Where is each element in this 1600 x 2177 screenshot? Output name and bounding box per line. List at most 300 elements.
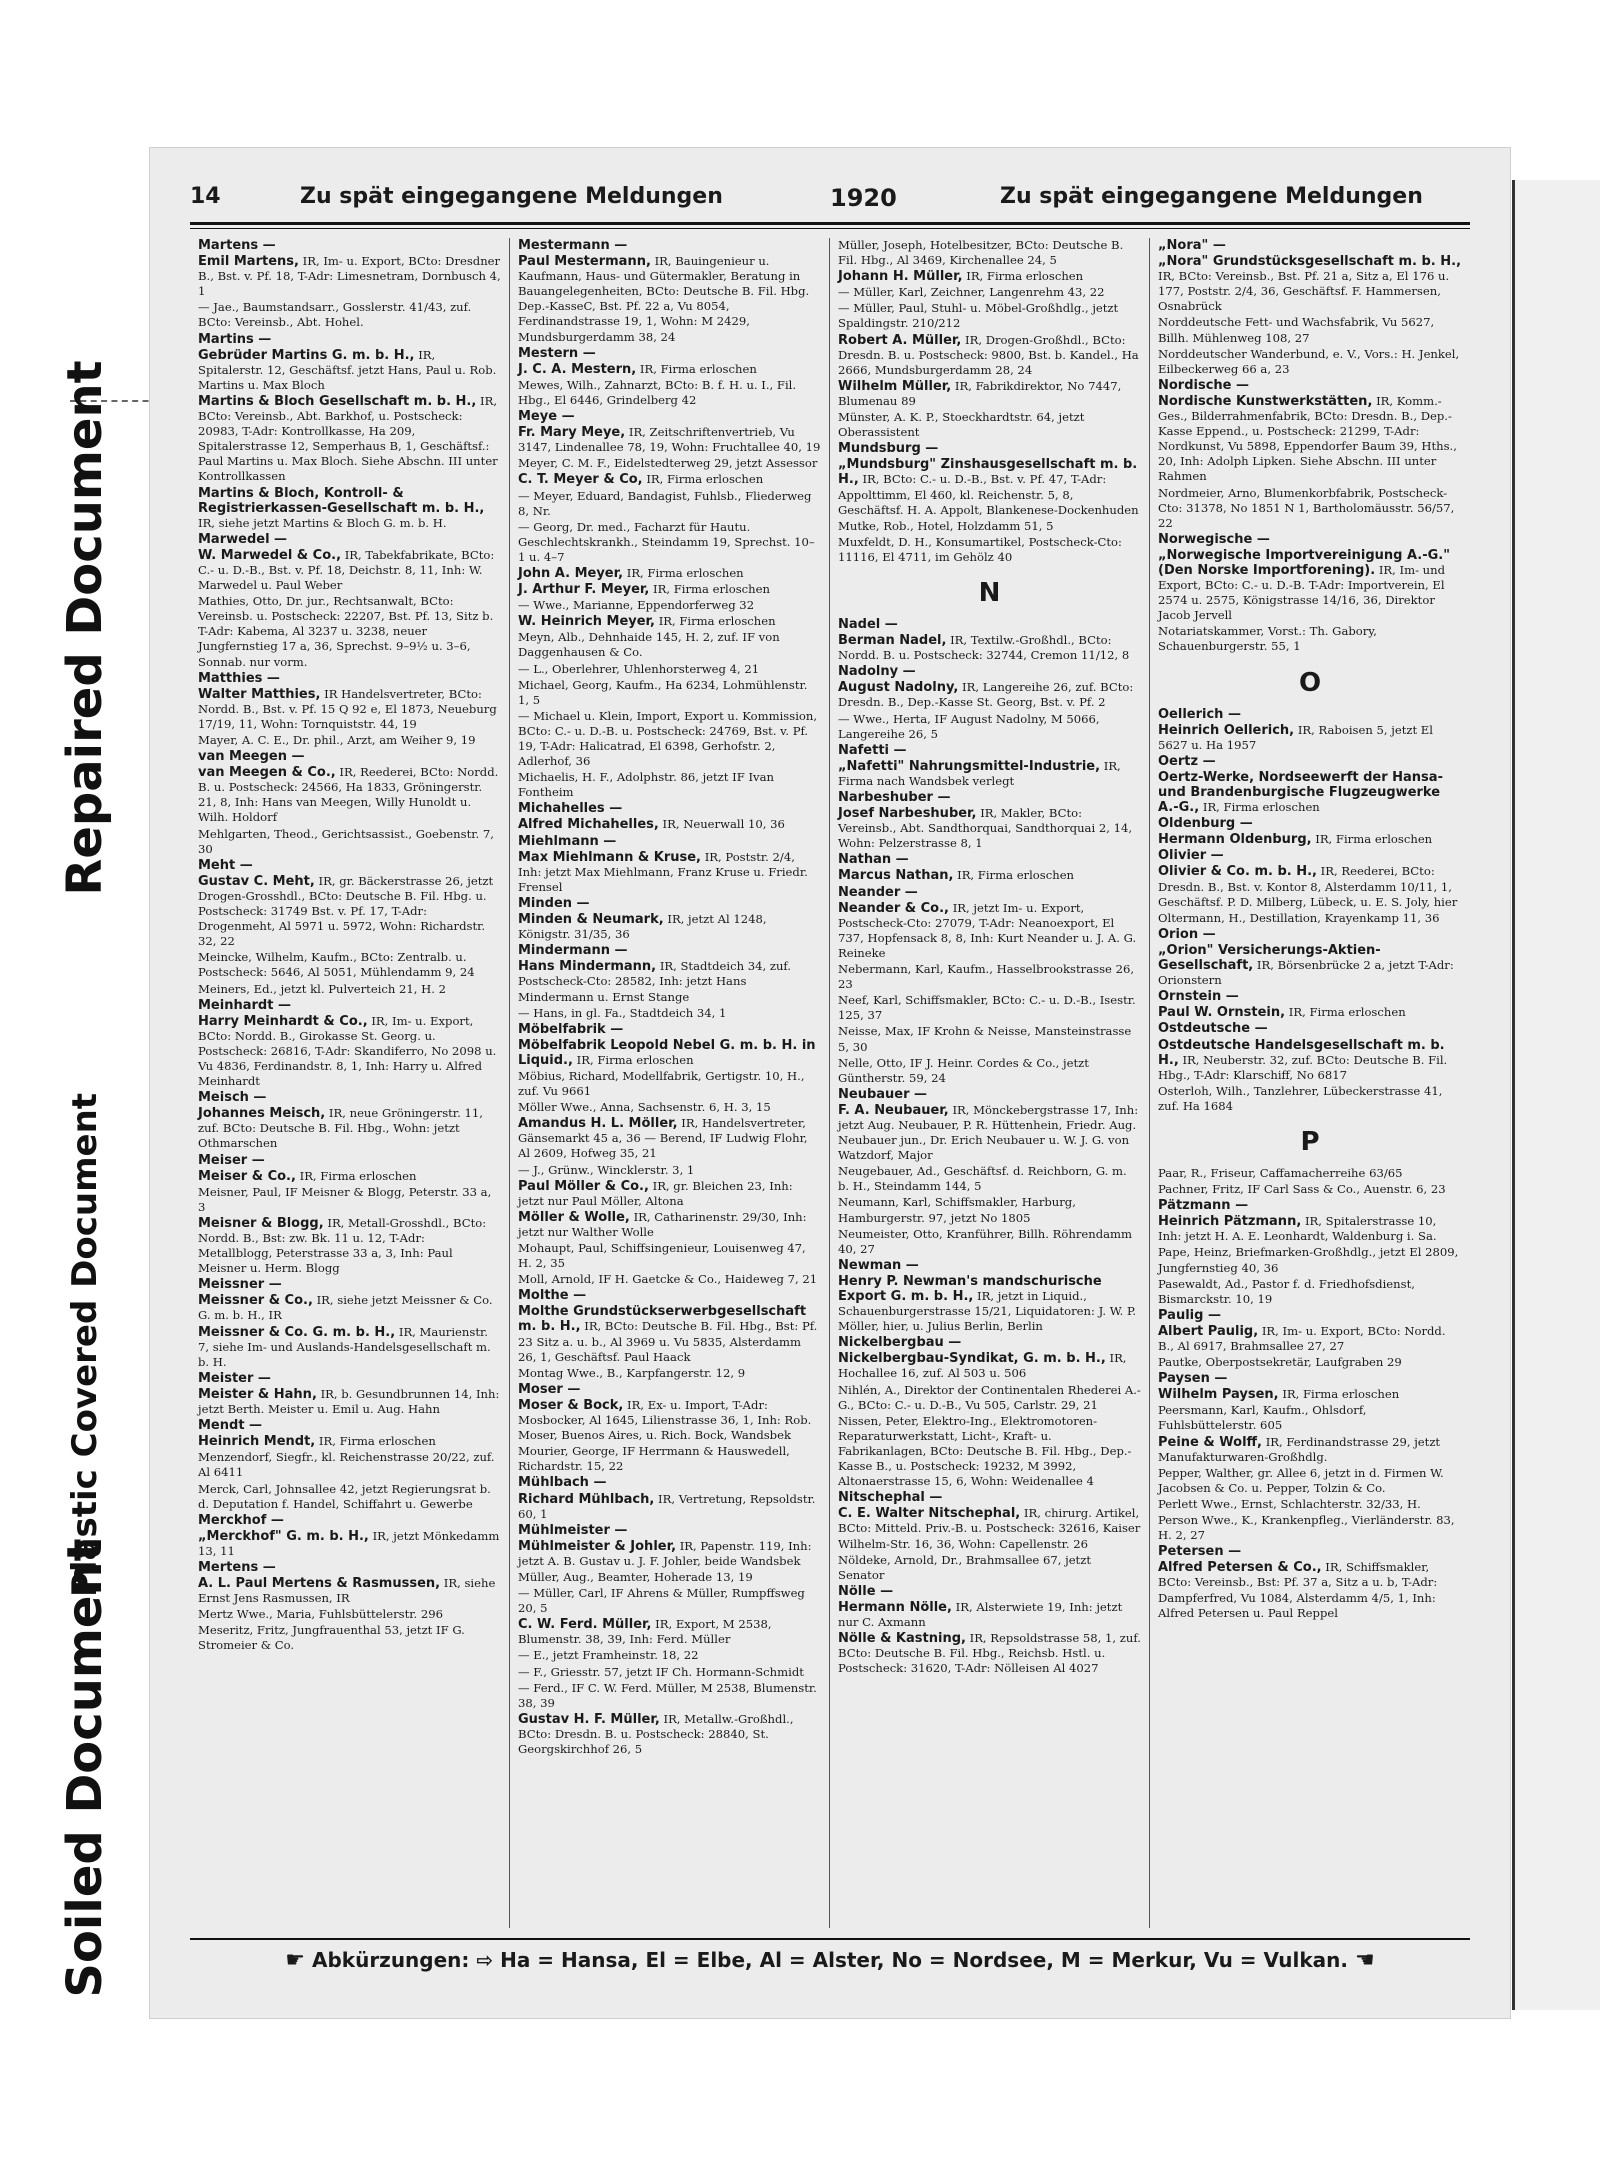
header-rule (190, 222, 1470, 225)
entry-details: IR, Zeitschriftenvertrieb, Vu 3147, Lindenallee 78, 19, Wohn: Fruchtallee 40, 19 (518, 425, 821, 455)
directory-entry (838, 806, 1141, 851)
entry-name: Minden — (518, 895, 590, 911)
entry-name: Martens — (198, 238, 276, 253)
entry-name: Hermann Nölle, (838, 1599, 952, 1615)
directory-entry (198, 300, 501, 330)
entry-details: Mohaupt, Paul, Schiffsingenieur, Louisenweg 47, H. 2, 35 (518, 1241, 806, 1271)
directory-entry (838, 238, 1141, 268)
directory-entry (518, 1163, 821, 1178)
directory-entry (518, 1038, 821, 1068)
entry-name: Robert A. Müller, (838, 332, 962, 348)
section-letter: N (978, 577, 1001, 608)
entry-details: IR, Schiffsmakler, BCto: Vereinsb., Bst: Pf. 37 a, Sitz a u. b, T-Adr: Dampferfred, Vu 1084, Alsterdamm 4/5, 1, Inh: Alfred Petersen u. Paul Reppel (1158, 1560, 1438, 1620)
entry-name: Meissner & Co., (198, 1293, 313, 1309)
entry-details: IR, Firma erloschen (576, 1052, 694, 1067)
entry-details: Mourier, George, IF Herrmann & Hauswedell, Richardstr. 15, 22 (518, 1444, 790, 1474)
entry-name: Martins — (198, 331, 272, 347)
entry-name: Nölle & Kastning, (838, 1631, 966, 1647)
entry-name: Nickelbergbau — (838, 1335, 962, 1351)
directory-entry (518, 943, 821, 958)
header-title-left: Zu spät eingegangene Meldungen (300, 184, 723, 209)
entry-details: — Meyer, Eduard, Bandagist, Fuhlsb., Fliederweg 8, Nr. (518, 488, 812, 518)
directory-entry (838, 868, 1141, 883)
entry-details: Müller, Aug., Beamter, Hoherade 13, 19 (518, 1569, 753, 1584)
entry-name: Nordische Kunstwerkstätten, (1158, 393, 1373, 409)
entry-details: IR, jetzt Al 1248, Königstr. 31/35, 36 (518, 912, 767, 942)
column-4 (1150, 238, 1470, 1928)
directory-entry (838, 1600, 1141, 1630)
entry-name: Henry P. Newman's mandschurische Export G. m. b. H., (838, 1273, 1102, 1304)
entry-name: Meister & Hahn, (198, 1386, 317, 1402)
directory-entry (838, 1631, 1141, 1676)
entry-details: Neumann, Karl, Schiffsmakler, Harburg, Hamburgerstr. 97, jetzt No 1805 (838, 1195, 1076, 1225)
entry-details: IR, Metallw.-Großhdl., BCto: Dresdn. B. u. Postscheck: 28840, St. Georgskirchhof 26, 5 (518, 1711, 794, 1756)
entry-name: Max Miehlmann & Kruse, (518, 849, 701, 865)
entry-name: Josef Narbeshuber, (838, 806, 977, 822)
entry-details: IR, gr. Bäckerstrasse 26, jetzt Drogen-Grosshdl., BCto: Deutsche B. Fil. Hbg. u. Postscheck: 31749 Bst. v. Pf. 17, T-Adr: Drogenmeht, Al 5971 u. 5972, Wohn: Richardstr. 32, 22 (198, 873, 494, 949)
directory-entry (198, 532, 501, 547)
entry-name: Nadel — (838, 616, 898, 632)
directory-entry (198, 254, 501, 299)
entry-name: Orion — (1158, 926, 1216, 942)
directory-entry (518, 1492, 821, 1522)
directory-entry (1158, 1166, 1462, 1181)
directory-entry (838, 1274, 1141, 1334)
entry-details: IR, Komm.-Ges., Bilderrahmenfabrik, BCto: Dresdn. B., Dep.-Kasse Eppend., u. Postscheck: 21299, T-Adr: Nordkunst, Vu 5898, Eppendorfer Baum 39, Hths., 20, Inh: Adolph Lipken. Siehe Abschn. III unter Rahmen (1158, 393, 1457, 484)
entry-details: — Müller, Carl, IF Ahrens & Müller, Rumpffsweg 20, 5 (518, 1586, 805, 1616)
directory-entry (518, 1570, 821, 1585)
directory-entry (1158, 394, 1462, 485)
directory-entry (1158, 1497, 1462, 1512)
directory-entry (518, 1382, 821, 1397)
entry-name: Oldenburg — (1158, 816, 1253, 832)
entry-details: Merck, Carl, Johnsallee 42, jetzt Regierungsrat b. d. Deputation f. Handel, Schiffahrt u. Gewerbe (198, 1481, 491, 1511)
entry-name: Mühlmeister & Johler, (518, 1538, 677, 1554)
entry-name: Meisner & Blogg, (198, 1215, 324, 1231)
entry-details: — Müller, Paul, Stuhl- u. Möbel-Großhdlg., jetzt Spaldingstr. 210/212 (838, 301, 1119, 331)
entry-details: — Jae., Baumstandsarr., Gosslerstr. 41/43, zuf. BCto: Vereinsb., Abt. Hohel. (198, 300, 472, 330)
entry-name: Ornstein — (1158, 989, 1239, 1005)
directory-entry (518, 1069, 821, 1099)
abbreviations-footer (190, 1948, 1470, 1978)
entry-name: Wilhelm Müller, (838, 378, 952, 394)
directory-entry (1158, 848, 1462, 863)
directory-entry (838, 457, 1141, 517)
entry-details: IR, Raboisen 5, jetzt El 5627 u. Ha 1957 (1158, 722, 1433, 752)
directory-entry (1158, 486, 1462, 531)
entry-name: Mestermann — (518, 238, 628, 253)
directory-entry (1158, 1355, 1462, 1370)
entry-details: — L., Oberlehrer, Uhlenhorsterweg 4, 21 (518, 661, 760, 676)
directory-entry (1158, 1308, 1462, 1323)
entry-name: Molthe Grundstückserwerbgesellschaft m. b. H., (518, 1304, 807, 1335)
entry-name: Olivier & Co. m. b. H., (1158, 864, 1317, 880)
directory-entry (518, 1116, 821, 1161)
directory-entry (1158, 347, 1462, 377)
entry-details: IR, Firma nach Wandsbek verlegt (838, 758, 1121, 788)
directory-entry (838, 1584, 1141, 1599)
entry-details: — Hans, in gl. Fa., Stadtdeich 34, 1 (518, 1005, 727, 1020)
column-2 (510, 238, 830, 1928)
entry-details: IR, Im- u. Export, BCto: Dresdner B., Bst. v. Pf. 18, T-Adr: Limesnetram, Dornbusch 4, 1 (198, 254, 501, 299)
directory-entry (1158, 1403, 1462, 1433)
directory-entry (518, 1006, 821, 1021)
entry-details: IR, Maurienstr. 7, siehe Im- und Auslands-Handelsgesellschaft m. b. H. (198, 1324, 491, 1369)
directory-entry (838, 1490, 1141, 1505)
column-3 (830, 238, 1150, 1928)
directory-entry (518, 1712, 821, 1757)
entry-name: Oellerich — (1158, 706, 1241, 722)
directory-entry (1158, 1371, 1462, 1386)
entry-name: Paysen — (1158, 1371, 1228, 1387)
directory-entry (1158, 1277, 1462, 1307)
entry-name: Narbeshuber — (838, 790, 951, 805)
directory-entry (838, 379, 1141, 409)
entry-name: Gebrüder Martins G. m. b. H., (198, 347, 415, 363)
directory-entry (838, 333, 1141, 378)
entry-details: Notariatskammer, Vorst.: Th. Gabory, Schauenburgerstr. 55, 1 (1158, 624, 1377, 654)
entry-name: Marwedel — (198, 531, 288, 547)
entry-details: IR, b. Gesundbrunnen 14, Inh: jetzt Berth. Meister u. Emil u. Aug. Hahn (198, 1386, 500, 1417)
directory-entry (518, 1617, 821, 1647)
entry-name: Wilhelm Paysen, (1158, 1387, 1279, 1403)
directory-entry (838, 664, 1141, 679)
entry-name: Miehlmann — (518, 833, 617, 849)
entry-details: IR, Handelsvertreter, Gänsemarkt 45 a, 36 — Berend, IF Ludwig Flohr, Al 2609, Hofweg 35, 21 (518, 1116, 808, 1161)
directory-entry (198, 749, 501, 764)
entry-name: Norwegische — (1158, 531, 1270, 547)
entry-name: Michahelles — (518, 801, 623, 817)
entry-details: Pachner, Fritz, IF Carl Sass & Co., Auenstr. 6, 23 (1158, 1182, 1446, 1197)
directory-entry (198, 332, 501, 347)
directory-entry (518, 1586, 821, 1616)
entry-name: Gustav C. Meht, (198, 873, 315, 889)
directory-entry (838, 1024, 1141, 1054)
directory-entry (198, 1576, 501, 1606)
entry-name: Alfred Michahelles, (518, 817, 659, 833)
entry-details: Michael, Georg, Kaufm., Ha 6234, Lohmühlenstr. 1, 5 (518, 677, 808, 707)
directory-entry (198, 486, 501, 531)
entry-details: IR, Ferdinandstrasse 29, jetzt Manufakturwaren-Großhdlg. (1158, 1434, 1441, 1464)
entry-details: Meiners, Ed., jetzt kl. Pulverteich 21, H. 2 (198, 981, 447, 996)
entry-name: Hans Mindermann, (518, 959, 657, 975)
directory-entry (198, 394, 501, 485)
directory-entry (838, 1351, 1141, 1381)
entry-name: Ostdeutsche Handelsgesellschaft m. b. H., (1158, 1037, 1445, 1068)
entry-details: Muxfeldt, D. H., Konsumartikel, Postscheck-Cto: 11116, El 4711, im Gehölz 40 (838, 534, 1122, 564)
entry-details: Neef, Karl, Schiffsmakler, BCto: C.- u. D.-B., Isestr. 125, 37 (838, 993, 1136, 1023)
directory-entry (1158, 1435, 1462, 1465)
entry-name: Meisch — (198, 1090, 267, 1106)
directory-entry (838, 617, 1141, 632)
entry-details: IR, Alsterwiete 19, Inh: jetzt nur C. Axmann (838, 1599, 1123, 1629)
directory-entry (198, 1090, 501, 1105)
directory-entry (1158, 1466, 1462, 1496)
entry-details: Nihlén, A., Direktor der Continentalen Rhederei A.-G., BCto: C.- u. D.-B., Vu 505, Carlstr. 29, 21 (838, 1382, 1141, 1412)
directory-entry (518, 1288, 821, 1303)
directory-entry (198, 1513, 501, 1528)
entry-details: IR, jetzt in Liquid., Schauenburgerstrasse 15/21, Liquidatoren: J. W. P. Möller, hier, u. Julius Berlin, Berlin (838, 1289, 1137, 1334)
page-header (190, 184, 1470, 224)
directory-entry (518, 1523, 821, 1538)
entry-name: Nathan — (838, 852, 909, 868)
entry-name: Gustav H. F. Müller, (518, 1711, 660, 1727)
entry-details: IR, siehe jetzt Martins & Bloch G. m. b. H. (198, 515, 447, 530)
directory-entry (838, 993, 1141, 1023)
entry-details: IR, Firma erloschen (646, 472, 764, 487)
directory-entry (1158, 1245, 1462, 1275)
entry-name: Nordische — (1158, 377, 1250, 393)
entry-details: Möller Wwe., Anna, Sachsenstr. 6, H. 3, 15 (518, 1100, 771, 1115)
entry-name: Alfred Petersen & Co., (1158, 1560, 1322, 1576)
entry-details: IR, gr. Bleichen 23, Inh: jetzt nur Paul Möller, Altona (518, 1178, 793, 1208)
directory-entry (1158, 816, 1462, 831)
entry-name: Paul W. Ornstein, (1158, 1005, 1286, 1021)
entry-details: Norddeutscher Wanderbund, e. V., Vors.: H. Jenkel, Eilbeckerweg 66 a, 23 (1158, 346, 1460, 376)
entry-details: — Müller, Karl, Zeichner, Langenrehm 43, 22 (838, 285, 1105, 300)
entry-name: W. Heinrich Meyer, (518, 614, 655, 630)
directory-entry (198, 1106, 501, 1151)
entry-name: „Nafetti" Nahrungsmittel-Industrie, (838, 758, 1101, 774)
directory-entry (838, 1553, 1141, 1583)
entry-details: Pape, Heinz, Briefmarken-Großhdlg., jetzt El 2809, Jungfernstieg 40, 36 (1158, 1245, 1459, 1275)
entry-details: IR, BCto: Deutsche B. Fil. Hbg., Bst: Pf. 23 Sitz a. u. b., Al 3969 u. Vu 5835, Alsterdamm 26, 1, Geschäftsf. Paul Haack (518, 1319, 818, 1364)
entry-details: Meyn, Alb., Dehnhaide 145, H. 2, zuf. IF von Daggenhausen & Co. (518, 630, 780, 660)
entry-name: Meht — (198, 857, 253, 873)
entry-name: Nickelbergbau-Syndikat, G. m. b. H., (838, 1351, 1106, 1367)
entry-name: „Merckhof" G. m. b. H., (198, 1528, 369, 1544)
entry-name: F. A. Neubauer, (838, 1102, 949, 1118)
directory-entry (838, 790, 1141, 805)
entry-details: IR, Firma erloschen (1315, 832, 1433, 847)
entry-details: IR, Textilw.-Großhdl., BCto: Nordd. B. u. Postscheck: 32744, Cremon 11/12, 8 (838, 633, 1130, 663)
entry-details: Person Wwe., K., Krankenpfleg., Vierländerstr. 83, H. 2, 27 (1158, 1513, 1455, 1543)
entry-details: IR, chirurg. Artikel, BCto: Mitteld. Priv.-B. u. Postscheck: 32616, Kaiser Wilhelm-Str. 16, 36, Wohn: Capellenstr. 26 (838, 1506, 1141, 1551)
directory-entry (518, 409, 821, 424)
entry-details: Pasewaldt, Ad., Pastor f. d. Friedhofsdienst, Bismarckstr. 10, 19 (1158, 1276, 1415, 1306)
directory-entry (198, 1387, 501, 1417)
directory-entry (518, 912, 821, 942)
entry-name: Peine & Wolff, (1158, 1434, 1262, 1450)
directory-entry (518, 1304, 821, 1364)
entry-name: Möbelfabrik — (518, 1021, 624, 1037)
directory-entry (518, 598, 821, 613)
entry-name: Meiser & Co., (198, 1168, 296, 1184)
entry-name: Meinhardt — (198, 997, 291, 1013)
entry-name: W. Marwedel & Co., (198, 547, 342, 563)
entry-name: Neander — (838, 884, 918, 900)
directory-entry (838, 519, 1141, 534)
directory-entry (518, 378, 821, 408)
abbreviations-text: Abkürzungen: ⇨ Ha = Hansa, El = Elbe, Al = Alster, No = Nordsee, M = Merkur, Vu = Vulkan. (311, 1948, 1349, 1972)
entry-name: Meissner — (198, 1277, 282, 1293)
directory-entry (838, 633, 1141, 663)
entry-details: IR, Firma erloschen (1288, 1005, 1406, 1020)
entry-details: IR, Repsoldstrasse 58, 1, zuf. BCto: Deutsche B. Fil. Hbg., Reichsb. Hstl. u. Postscheck: 31620, T-Adr: Nölleisen Al 4027 (838, 1631, 1141, 1676)
entry-name: A. L. Paul Mertens & Rasmussen, (198, 1576, 441, 1592)
entry-details: — Wwe., Herta, IF August Nadolny, M 5066, Langereihe 26, 5 (838, 711, 1100, 741)
entry-details: IR, Makler, BCto: Vereinsb., Abt. Sandthorquai, Sandthorquai 2, 14, Wohn: Pelzerstrasse 8, 1 (838, 806, 1133, 851)
entry-details: Neugebauer, Ad., Geschäftsf. d. Reichborn, G. m. b. H., Steindamm 144, 5 (838, 1164, 1127, 1194)
entry-name: Paul Mestermann, (518, 254, 651, 270)
directory-entry (518, 362, 821, 377)
entry-details: IR, Firma erloschen (957, 868, 1075, 883)
entry-details: Möbius, Richard, Modellfabrik, Gertigstr. 10, H., zuf. Vu 9661 (518, 1068, 805, 1099)
entry-name: „Norwegische Importvereinigung A.-G." (Den Norske Importforening). (1158, 547, 1450, 578)
entry-details: IR, Spitalerstrasse 10, Inh: jetzt H. A. E. Leonhardt, Waldenburg i. Sa. (1158, 1214, 1437, 1244)
entry-name: J. Arthur F. Meyer, (518, 582, 650, 598)
directory-entry (518, 1398, 821, 1443)
directory-entry (198, 594, 501, 669)
pointing-hand-right-icon: ☚ (1354, 1948, 1375, 1973)
entry-name: Newman — (838, 1257, 919, 1273)
entry-name: Moser & Bock, (518, 1397, 624, 1413)
entry-name: Walter Matthies, (198, 686, 321, 702)
directory-entry (1158, 989, 1462, 1004)
entry-details: IR, Neuerwall 10, 36 (662, 817, 785, 832)
directory-entry (518, 254, 821, 345)
entry-name: Oertz — (1158, 753, 1216, 769)
directory-entry (518, 678, 821, 708)
entry-details: Pautke, Oberpostsekretär, Laufgraben 29 (1158, 1355, 1402, 1370)
directory-entry (838, 410, 1141, 440)
directory-columns (190, 238, 1470, 1928)
directory-entry (838, 885, 1141, 900)
entry-details: Oltermann, H., Destillation, Krayenkamp 11, 36 (1158, 910, 1440, 925)
directory-entry (198, 733, 501, 748)
entry-details: IR, Firma erloschen (299, 1168, 417, 1183)
entry-name: Ostdeutsche — (1158, 1021, 1268, 1037)
entry-details: Paar, R., Friseur, Caffamacherreihe 63/65 (1158, 1165, 1403, 1180)
entry-name: Johann H. Müller, (838, 269, 963, 285)
directory-entry (518, 456, 821, 471)
directory-entry (1158, 723, 1462, 753)
entry-details: IR, Papenstr. 119, Inh: jetzt A. B. Gustav u. J. F. Johler, beide Wandsbek (518, 1538, 812, 1568)
directory-entry (1158, 754, 1462, 769)
directory-entry (1158, 832, 1462, 847)
directory-entry (1158, 315, 1462, 345)
entry-name: Nitschephal — (838, 1490, 943, 1506)
directory-entry (838, 441, 1141, 456)
entry-details: IR, Im- und Export, BCto: C.- u. D.-B. T-Adr: Importverein, El 2574 u. 2575, Königstrasse 14/16, 36, Direktor Jacob Jervell (1158, 562, 1446, 623)
directory-entry (1158, 943, 1462, 988)
entry-name: Nadolny — (838, 664, 916, 680)
entry-name: Matthies — (198, 670, 280, 686)
entry-details: — Michael u. Klein, Import, Export u. Kommission, BCto: C.- u. D.-B. u. Postscheck: 24769, Bst. v. Pf. 19, T-Adr: Halicatrad, El 6398, Gerhofstr. 2, Adlerhof, 36 (518, 708, 818, 769)
directory-entry (1158, 378, 1462, 393)
entry-name: Heinrich Pätzmann, (1158, 1214, 1302, 1230)
entry-details: IR, Firma erloschen (966, 269, 1084, 284)
entry-name: John A. Meyer, (518, 565, 624, 581)
directory-entry (838, 1087, 1141, 1102)
directory-entry (838, 1164, 1141, 1194)
directory-entry (1158, 1084, 1462, 1114)
entry-name: Molthe — (518, 1288, 587, 1304)
entry-name: Mestern — (518, 345, 596, 361)
directory-entry (838, 1103, 1141, 1163)
directory-entry (518, 1100, 821, 1115)
directory-entry (518, 850, 821, 895)
entry-details: Perlett Wwe., Ernst, Schlachterstr. 32/33, H. (1158, 1496, 1421, 1511)
directory-entry (518, 472, 821, 487)
entry-details: IR, Vertretung, Repsoldstr. 60, 1 (518, 1491, 816, 1521)
entry-name: Meissner & Co. G. m. b. H., (198, 1324, 396, 1340)
entry-details: Meisner, Paul, IF Meisner & Blogg, Peterstr. 33 a, 3 (198, 1184, 492, 1214)
entry-details: Peersmann, Karl, Kaufm., Ohlsdorf, Fuhlsbüttelerstr. 605 (1158, 1403, 1367, 1433)
entry-details: Mutke, Rob., Hotel, Holzdamm 51, 5 (838, 518, 1054, 533)
directory-entry (1158, 238, 1462, 253)
entry-details: IR, jetzt Im- u. Export, Postscheck-Cto: 27079, T-Adr: Neanoexport, El 737, Hopfensack 8, 8, Inh: Kurt Neander u. J. A. G. Reineke (838, 900, 1137, 960)
entry-details: IR, Neuberstr. 32, zuf. BCto: Deutsche B. Fil. Hbg., T-Adr: Klarschiff, No 6817 (1158, 1052, 1448, 1082)
entry-details: Neumeister, Otto, Kranführer, Billh. Röhrendamm 40, 27 (838, 1226, 1133, 1256)
entry-details: Montag Wwe., B., Karpfangerstr. 12, 9 (518, 1365, 746, 1380)
directory-entry (518, 1366, 821, 1381)
entry-details: IR, Drogen-Großhdl., BCto: Dresdn. B. u. Postscheck: 9800, Bst. b. Kandel., Ha 2666, Mundsburgerdamm 28, 24 (838, 332, 1139, 377)
entry-name: Möbelfabrik Leopold Nebel G. m. b. H. in Liquid., (518, 1037, 816, 1068)
entry-details: IR, jetzt Mönkedamm 13, 11 (198, 1528, 500, 1558)
directory-entry (1158, 1214, 1462, 1244)
directory-entry (518, 1444, 821, 1474)
entry-details: — Georg, Dr. med., Facharzt für Hautu. Geschlechtskrankh., Steindamm 19, Sprechst. 10–1 u. 4–7 (518, 519, 815, 564)
entry-details: IR, neue Gröningerstr. 11, zuf. BCto: Deutsche B. Fil. Hbg., Wohn: jetzt Othmarschen (198, 1106, 483, 1151)
entry-details: IR, Bauingenieur u. Kaufmann, Haus- und Gütermakler, Beratung in Bauangelegenheiten, BCto: Deutsche B. Fil. Hbg. Dep.-KasseC, Bst. Pf. 22 a, Vu 8054, Ferdinandstrasse 19, 1, Wohn: M 2429, Mundsburgerdamm 38, 24 (518, 254, 810, 344)
entry-name: Pätzmann — (1158, 1198, 1249, 1214)
entry-name: Nafetti — (838, 742, 907, 758)
entry-details: IR, Poststr. 2/4, Inh: jetzt Max Miehlmann, Franz Kruse u. Friedr. Frensel (518, 849, 808, 894)
directory-entry (838, 285, 1141, 300)
entry-details: Osterloh, Wilh., Tanzlehrer, Lübeckerstrasse 41, zuf. Ha 1684 (1158, 1083, 1443, 1113)
entry-details: Neisse, Max, IF Krohn & Neisse, Mansteinstrasse 5, 30 (838, 1024, 1132, 1054)
entry-details: Müller, Joseph, Hotelbesitzer, BCto: Deutsche B. Fil. Hbg., Al 3469, Kirchenallee 24, 5 (838, 238, 1124, 268)
repaired-document-label: Repaired Document (57, 360, 113, 896)
directory-entry (838, 301, 1141, 331)
entry-details: IR, Stadtdeich 34, zuf. Postscheck-Cto: 28582, Inh: jetzt Hans Mindermann u. Ernst Stange (518, 959, 791, 1004)
column-1 (190, 238, 510, 1928)
directory-entry (838, 1258, 1141, 1273)
directory-entry (1158, 1544, 1462, 1559)
directory-entry (198, 1607, 501, 1622)
entry-name: „Nora" — (1158, 238, 1226, 253)
directory-entry (518, 1539, 821, 1569)
directory-entry (198, 1014, 501, 1089)
entry-details: IR, Reederei, BCto: Dresdn. B., Bst. v. Kontor 8, Alsterdamm 10/11, 1, Geschäftsf. P. D. Milberg, Lübeck, u. E. S. Joly, hier (1158, 864, 1458, 909)
entry-details: IR, Mönckebergstrasse 17, Inh: jetzt Aug. Neubauer, P. R. Hüttenhein, Friedr. Aug. Neubauer jun., Dr. Erich Neubauer u. W. J. G. von Watzdorf, Major (838, 1102, 1139, 1163)
entry-details: IR, siehe jetzt Meissner & Co. G. m. b. H., IR (198, 1293, 493, 1323)
entry-details: Nebermann, Karl, Kaufm., Hasselbrookstrasse 26, 23 (838, 962, 1135, 992)
directory-entry (518, 1648, 821, 1663)
entry-name: Heinrich Oellerich, (1158, 722, 1295, 738)
entry-name: Mertens — (198, 1559, 276, 1575)
directory-entry (1158, 927, 1462, 942)
directory-entry (1158, 548, 1462, 623)
header-rule-thin (190, 228, 1470, 229)
directory-entry (198, 1434, 501, 1449)
entry-details: Pepper, Walther, gr. Allee 6, jetzt in d. Firmen W. Jacobsen & Co. u. Pepper, Tolzin & Co. (1158, 1465, 1444, 1495)
entry-name: Martins & Bloch Gesellschaft m. b. H., (198, 393, 477, 409)
entry-details: Michaelis, H. F., Adolphstr. 86, jetzt IF Ivan Fontheim (518, 770, 774, 800)
directory-entry (518, 566, 821, 581)
entry-name: Merckhof — (198, 1512, 284, 1528)
directory-entry (518, 346, 821, 361)
entry-details: Mathies, Otto, Dr. jur., Rechtsanwalt, BCto: Vereinsb. u. Postscheck: 22207, Bst. Pf. 13, Sitz b. T-Adr: Kabema, Al 3237 u. 3238, neuer Jungfernstieg 17 a, 36, Sprechst. 9–9½ u. 3–6, Sonnab. nur vorm. (198, 594, 494, 669)
entry-name: Albert Paulig, (1158, 1323, 1259, 1339)
directory-entry (1158, 1021, 1462, 1036)
directory-entry (198, 1153, 501, 1168)
directory-entry (518, 801, 821, 816)
soiled-document-label: Soiled Document (57, 1538, 113, 1998)
directory-entry (1158, 1513, 1462, 1543)
directory-entry (198, 1450, 501, 1480)
